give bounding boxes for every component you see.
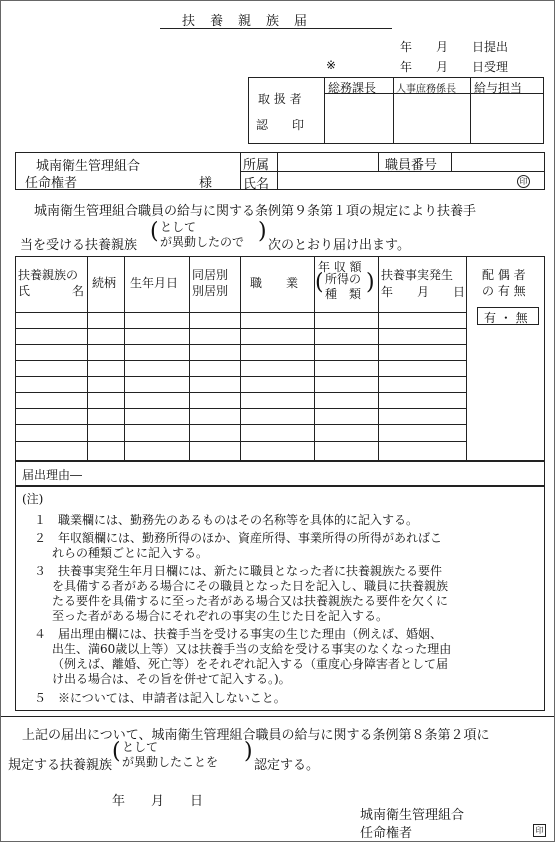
approval-line1: 上記の届出について、城南衛生管理組合職員の給与に関する条例第８条第２項に bbox=[22, 728, 490, 743]
col-general-affairs-chief: 総務課長 bbox=[328, 81, 377, 95]
affiliation-label: 所属 bbox=[243, 158, 270, 173]
received-date: 年 月 日受理 bbox=[400, 60, 509, 74]
spouse-value: 有 ・ 無 bbox=[484, 311, 528, 325]
approval-date: 年 月 日 bbox=[112, 794, 204, 809]
approval-option-2: が異動したことを bbox=[122, 755, 219, 769]
col-birth-date: 生年月日 bbox=[130, 276, 179, 290]
statement-option-1: として bbox=[160, 220, 197, 234]
reason-label: 届出理由― bbox=[22, 468, 83, 482]
statement-line2-pre: 当を受ける扶養親族 bbox=[20, 238, 138, 253]
note-3b: を具備する者がある場合にその職員となった日を記入し、職員に扶養親族 bbox=[52, 579, 449, 593]
note-4c: （例えば、離婚、死亡等）をそれぞれ記入する（重度心身障害者として届 bbox=[52, 657, 449, 671]
approval-right-paren: ) bbox=[244, 739, 253, 764]
notes-heading: (注) bbox=[22, 492, 44, 506]
name-label: 氏名 bbox=[243, 177, 270, 192]
col-relation: 続柄 bbox=[92, 276, 117, 290]
income-right-paren: ) bbox=[366, 270, 375, 295]
approval-org: 城南衛生管理組合 bbox=[360, 808, 465, 823]
statement-right-paren: ) bbox=[258, 219, 267, 244]
col-dependent-name-sei: 氏 bbox=[18, 284, 31, 298]
addressee-org: 城南衛生管理組合 bbox=[36, 159, 141, 174]
col-salary-staff: 給与担当 bbox=[474, 81, 523, 95]
note-4b: 出生、満60歳以上等）又は扶養手当の支給を受ける事実のなくなった理由 bbox=[52, 642, 452, 656]
col-cohabitation: 同居別 bbox=[192, 268, 229, 282]
col-personnel-chief: 人事庶務係長 bbox=[396, 84, 456, 95]
approval-option-1: として bbox=[122, 740, 159, 754]
col-spouse: 配 偶 者 bbox=[482, 268, 526, 282]
col-spouse-2: の 有 無 bbox=[482, 284, 526, 298]
note-1: １ 職業欄には、勤務先のあるものはその名称等を具体的に記入する。 bbox=[34, 513, 419, 527]
employee-seal: 印 bbox=[517, 175, 530, 188]
note-4a: ４ 届出理由欄には、扶養手当を受ける事実の生じた理由（例えば、婚姻、 bbox=[34, 627, 443, 641]
seal-label: 認 印 bbox=[256, 118, 305, 132]
submitted-date: 年 月 日提出 bbox=[400, 40, 509, 54]
received-mark: ※ bbox=[326, 58, 337, 72]
addressee-authority: 任命権者 bbox=[25, 176, 78, 191]
approval-seal: 印 bbox=[533, 824, 546, 837]
approval-line2-pre: 規定する扶養親族 bbox=[8, 758, 113, 773]
statement-option-2: が異動したので bbox=[160, 235, 245, 249]
col-cohabitation-2: 別居別 bbox=[192, 284, 229, 298]
col-dependent-name: 扶養親族の bbox=[18, 268, 79, 282]
statement-line2-post: 次のとおり届け出ます。 bbox=[268, 238, 410, 253]
col-income-type-2: 種 類 bbox=[325, 287, 362, 301]
approval-authority: 任命権者 bbox=[360, 826, 413, 841]
approval-line2-post: 認定する。 bbox=[254, 758, 320, 773]
statement-line1: 城南衛生管理組合職員の給与に関する条例第９条第１項の規定により扶養手 bbox=[34, 204, 477, 219]
note-3c: たる要件を具備するに至った者がある場合又は扶養親族たる要件を欠くに bbox=[52, 594, 449, 608]
approval-left-paren: ( bbox=[112, 739, 121, 764]
col-occupation: 職 業 bbox=[250, 276, 299, 290]
employee-no-label: 職員番号 bbox=[385, 158, 438, 173]
income-left-paren: ( bbox=[315, 270, 324, 295]
note-2a: ２ 年収額欄には、勤務所得のほか、資産所得、事業所得の所得があればこ bbox=[34, 531, 443, 545]
note-3d: 至った者がある場合にそれぞれの事実の生じた日を記入する。 bbox=[52, 609, 389, 623]
addressee-sama: 様 bbox=[199, 176, 213, 191]
col-annual-income: 年 収 額 bbox=[318, 260, 362, 274]
note-5: ５ ※については、申請者は記入しないこと。 bbox=[34, 691, 286, 705]
handler-label: 取 扱 者 bbox=[258, 92, 302, 106]
note-2b: れらの種類ごとに記入する。 bbox=[52, 546, 209, 560]
col-event-date: 扶養事実発生 bbox=[381, 268, 454, 282]
form-title: 扶 養 親 族 届 bbox=[182, 14, 309, 29]
note-4d: け出る場合は、その旨を併せて記入する。)。 bbox=[52, 672, 291, 686]
statement-left-paren: ( bbox=[150, 219, 159, 244]
col-dependent-name-mei: 名 bbox=[72, 284, 85, 298]
note-3a: ３ 扶養事実発生年月日欄には、新たに職員となった者に扶養親族たる要件 bbox=[34, 564, 443, 578]
col-income-type-1: 所得の bbox=[325, 272, 362, 286]
col-event-date-2: 年 月 日 bbox=[381, 285, 466, 299]
